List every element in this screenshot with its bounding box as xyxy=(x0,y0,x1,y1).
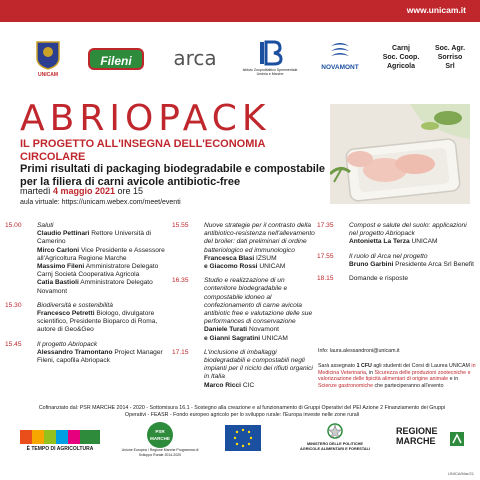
colorful-stripe-icon xyxy=(20,430,100,444)
program-item: 15.00 Saluti Claudio Pettinari Rettore Università di Camerino Mirco Carloni Vice Presidente e Assessore all'Agricoltura Regione Marche Massimo Fileni Amministratore Delegato Carnj Società Cooperativa Agricola Catia Bastioli Amministratore Delegato Novamont xyxy=(5,222,165,295)
program-column-1 xyxy=(5,222,165,371)
program-item: 17.35 Compost e salute del suolo: applicazioni nel progetto Abriopack Antonietta La Terza UNICAM xyxy=(317,222,467,246)
partner-logos xyxy=(20,40,470,80)
izsum-mark-icon xyxy=(256,40,284,66)
ministero-logo: MINISTERO DELLE POLITICHE AGRICOLE ALIMENTARI E FORESTALI xyxy=(300,422,370,451)
event-subtitle xyxy=(20,138,330,188)
italian-emblem-icon xyxy=(327,422,343,440)
sorriso-logo: Soc. Agr. Sorriso Srl xyxy=(434,45,466,70)
program-item: 15.55 Nuove strategie per il contrasto della antibiotico-resistenza nell'allevamento del broiler: dati preliminari di ordine batteriologico ed immunologico Francesca Blasi IZSUM e Giacomo Rossi UNICAM xyxy=(172,222,315,271)
psr-marche-logo: PSR MARCHE Unione Europea / Regione Marche Programma di Sviluppo Rurale 2014-2020 xyxy=(120,422,200,457)
program-item: 17.15 L'inclusione di imballaggi biodegradabili e compostabili negli impianti per il riciclo dei rifiuti organici in Italia Marco Ricci CIC xyxy=(172,348,313,389)
program-item: 17.55 Il ruolo di Arca nel progetto Bruno Garbini Presidente Arca Srl Benefit xyxy=(317,252,474,268)
document-code: UNICA/Mar/21 xyxy=(447,471,474,476)
psr-agricoltura-logo: È TEMPO DI AGRICOLTURA xyxy=(20,430,100,452)
cfu-note: Sarà assegnato 1 CFU agli studenti dei Corsi di Laurea UNICAM in Medicina Veterinaria, in Sicurezza delle produzioni zootecniche e valorizzazione delle tipicità alimentari di origine animale e in Scienze gastronomiche che parteciperanno all'evento xyxy=(318,363,476,389)
packaging-photo xyxy=(330,104,470,204)
izsum-logo: Istituto Zooprofilattico Sperimentale Umbria e Marche xyxy=(240,40,300,80)
chicken-tray-illustration xyxy=(330,104,470,204)
program-item: 15.45 Il progetto Abriopack Alessandro Tramontano Project Manager Fileni, capofila Abriopack xyxy=(5,340,163,365)
unicam-logo: UNICAM xyxy=(28,40,68,80)
program-item: 16.35 Studio e realizzazione di un contenitore biodegradabile e compostabile idoneo al confezionamento di carne avicola antibiotic free e valutazione delle sue performances di conservazione Daniele Turati Novamont e Gianni Sagratini UNICAM xyxy=(172,277,313,342)
regione-marche-logo: REGIONE MARCHE xyxy=(396,426,466,446)
regione-mark-icon xyxy=(450,432,464,446)
program-column-2 xyxy=(172,222,317,396)
novamont-logo: NOVAMONT xyxy=(310,40,370,80)
top-banner xyxy=(0,0,480,22)
event-title: ABRIOPACK xyxy=(20,98,271,139)
event-date: martedì 4 maggio 2021 ore 15 xyxy=(20,186,144,196)
funding-logos xyxy=(0,420,480,475)
program-column-3 xyxy=(317,222,477,289)
unicam-shield-icon xyxy=(35,40,61,70)
eu-flag-icon xyxy=(225,425,261,451)
funding-note: Cofinanziato dal: PSR MARCHE 2014 - 2020 - Sottomisura 16.1 - Sostegno alla creazione e al funzionamento di Gruppi Operativi del PEI Azione 2 Finanziamento dei Gruppi Operativi - FEASR - Fondo europeo agricolo per lo sviluppo rurale: l'Europa investe nelle zone rurali xyxy=(38,405,446,418)
program-item: 15.30 Biodiversità e sostenibilità Francesco Petretti Biologo, divulgatore scientifico, Presidente Bioparco di Roma, autore di Geo&Geo xyxy=(5,301,158,334)
website-link[interactable]: www.unicam.it xyxy=(406,5,466,15)
arca-logo: arca xyxy=(173,46,217,70)
fileni-logo: Fileni xyxy=(88,40,144,80)
subtitle-black: Primi risultati di packaging biodegradabile e compostabile per la filiera di carni avicole antibiotic-free xyxy=(20,163,326,188)
program-item: 18.15 Domande e risposte xyxy=(317,275,409,283)
info-contact[interactable]: Info: laura.alessandroni@unicam.it xyxy=(318,348,400,354)
novamont-mark-icon xyxy=(329,40,351,62)
eu-flag-logo xyxy=(225,425,261,453)
subtitle-red: IL PROGETTO ALL'INSEGNA DELL'ECONOMIA CIRCOLARE xyxy=(20,138,265,163)
carnj-logo: Carnj Soc. Coop. Agricola xyxy=(382,45,420,70)
virtual-room-link[interactable]: aula virtuale: https://unicam.webex.com/meet/eventi xyxy=(20,199,181,206)
